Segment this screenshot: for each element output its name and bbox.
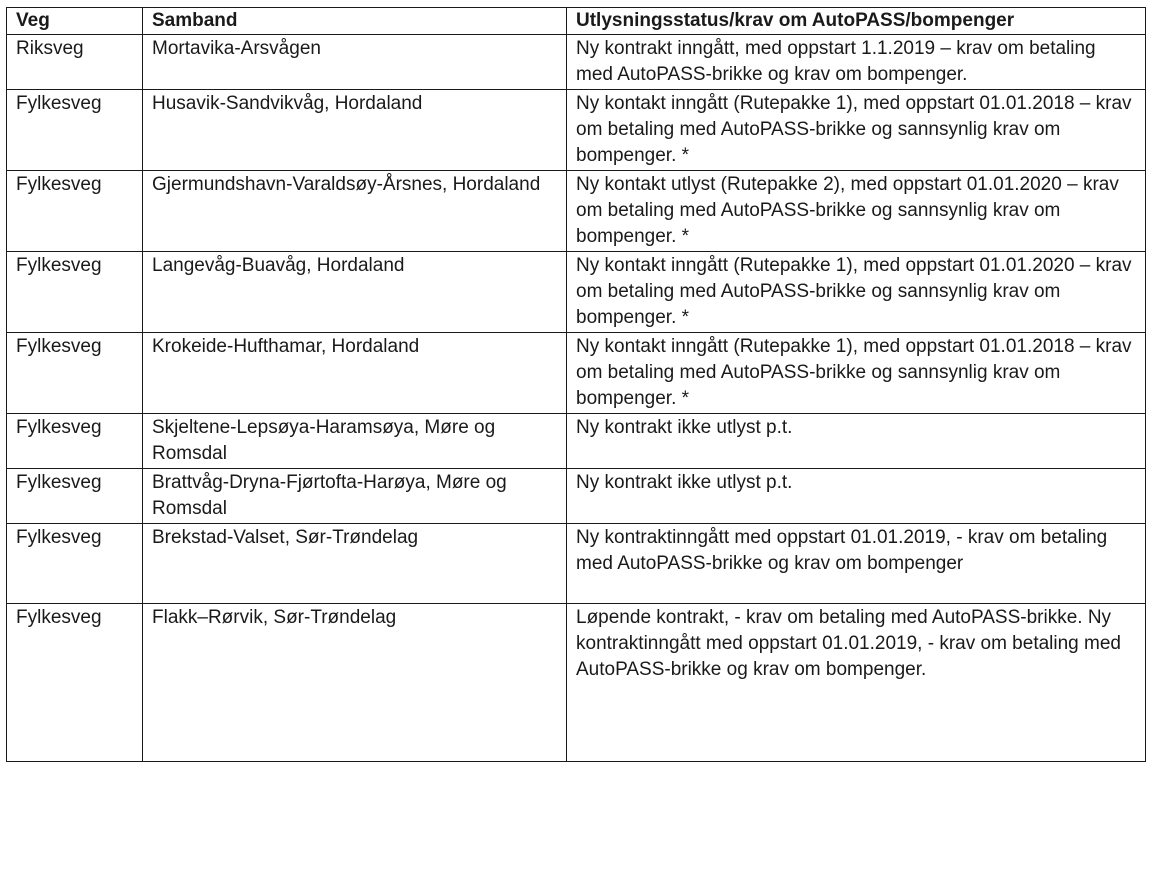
cell-samband: Langevåg-Buavåg, Hordaland [143, 252, 567, 333]
cell-status: Ny kontakt utlyst (Rutepakke 2), med oppstart 01.01.2020 – krav om betaling med AutoPASS-brikke og sannsynlig krav om bompenger. * [567, 171, 1146, 252]
cell-veg: Fylkesveg [7, 469, 143, 524]
table-row [7, 333, 1146, 414]
cell-veg: Fylkesveg [7, 252, 143, 333]
table-row [7, 414, 1146, 469]
cell-status: Løpende kontrakt, - krav om betaling med AutoPASS-brikke. Ny kontraktinngått med oppstart 01.01.2019, - krav om betaling med AutoPASS-brikke og krav om bompenger. [567, 604, 1146, 762]
cell-samband: Brattvåg-Dryna-Fjørtofta-Harøya, Møre og Romsdal [143, 469, 567, 524]
cell-status: Ny kontakt inngått (Rutepakke 1), med oppstart 01.01.2018 – krav om betaling med AutoPASS-brikke og sannsynlig krav om bompenger. * [567, 333, 1146, 414]
cell-veg: Riksveg [7, 35, 143, 90]
cell-veg: Fylkesveg [7, 171, 143, 252]
cell-samband: Brekstad-Valset, Sør-Trøndelag [143, 524, 567, 604]
cell-status: Ny kontrakt ikke utlyst p.t. [567, 469, 1146, 524]
table-row [7, 469, 1146, 524]
table-row [7, 35, 1146, 90]
header-samband: Samband [143, 8, 567, 35]
cell-status: Ny kontakt inngått (Rutepakke 1), med oppstart 01.01.2020 – krav om betaling med AutoPASS-brikke og sannsynlig krav om bompenger. * [567, 252, 1146, 333]
cell-veg: Fylkesveg [7, 333, 143, 414]
cell-status: Ny kontakt inngått (Rutepakke 1), med oppstart 01.01.2018 – krav om betaling med AutoPASS-brikke og sannsynlig krav om bompenger. * [567, 90, 1146, 171]
cell-samband: Krokeide-Hufthamar, Hordaland [143, 333, 567, 414]
cell-veg: Fylkesveg [7, 414, 143, 469]
cell-samband: Gjermundshavn-Varaldsøy-Årsnes, Hordaland [143, 171, 567, 252]
cell-status: Ny kontraktinngått med oppstart 01.01.2019, - krav om betaling med AutoPASS-brikke og krav om bompenger [567, 524, 1146, 604]
cell-samband: Skjeltene-Lepsøya-Haramsøya, Møre og Romsdal [143, 414, 567, 469]
cell-veg: Fylkesveg [7, 90, 143, 171]
cell-samband: Husavik-Sandvikvåg, Hordaland [143, 90, 567, 171]
table-row [7, 171, 1146, 252]
cell-samband: Flakk–Rørvik, Sør-Trøndelag [143, 604, 567, 762]
cell-status: Ny kontrakt inngått, med oppstart 1.1.2019 – krav om betaling med AutoPASS-brikke og krav om bompenger. [567, 35, 1146, 90]
table-row [7, 524, 1146, 604]
ferry-contracts-table [6, 7, 1146, 762]
cell-veg: Fylkesveg [7, 524, 143, 604]
table-row [7, 604, 1146, 762]
table-header-row [7, 8, 1146, 35]
cell-veg: Fylkesveg [7, 604, 143, 762]
header-status: Utlysningsstatus/krav om AutoPASS/bompenger [567, 8, 1146, 35]
header-veg: Veg [7, 8, 143, 35]
cell-samband: Mortavika-Arsvågen [143, 35, 567, 90]
table-row [7, 252, 1146, 333]
table-row [7, 90, 1146, 171]
cell-status: Ny kontrakt ikke utlyst p.t. [567, 414, 1146, 469]
